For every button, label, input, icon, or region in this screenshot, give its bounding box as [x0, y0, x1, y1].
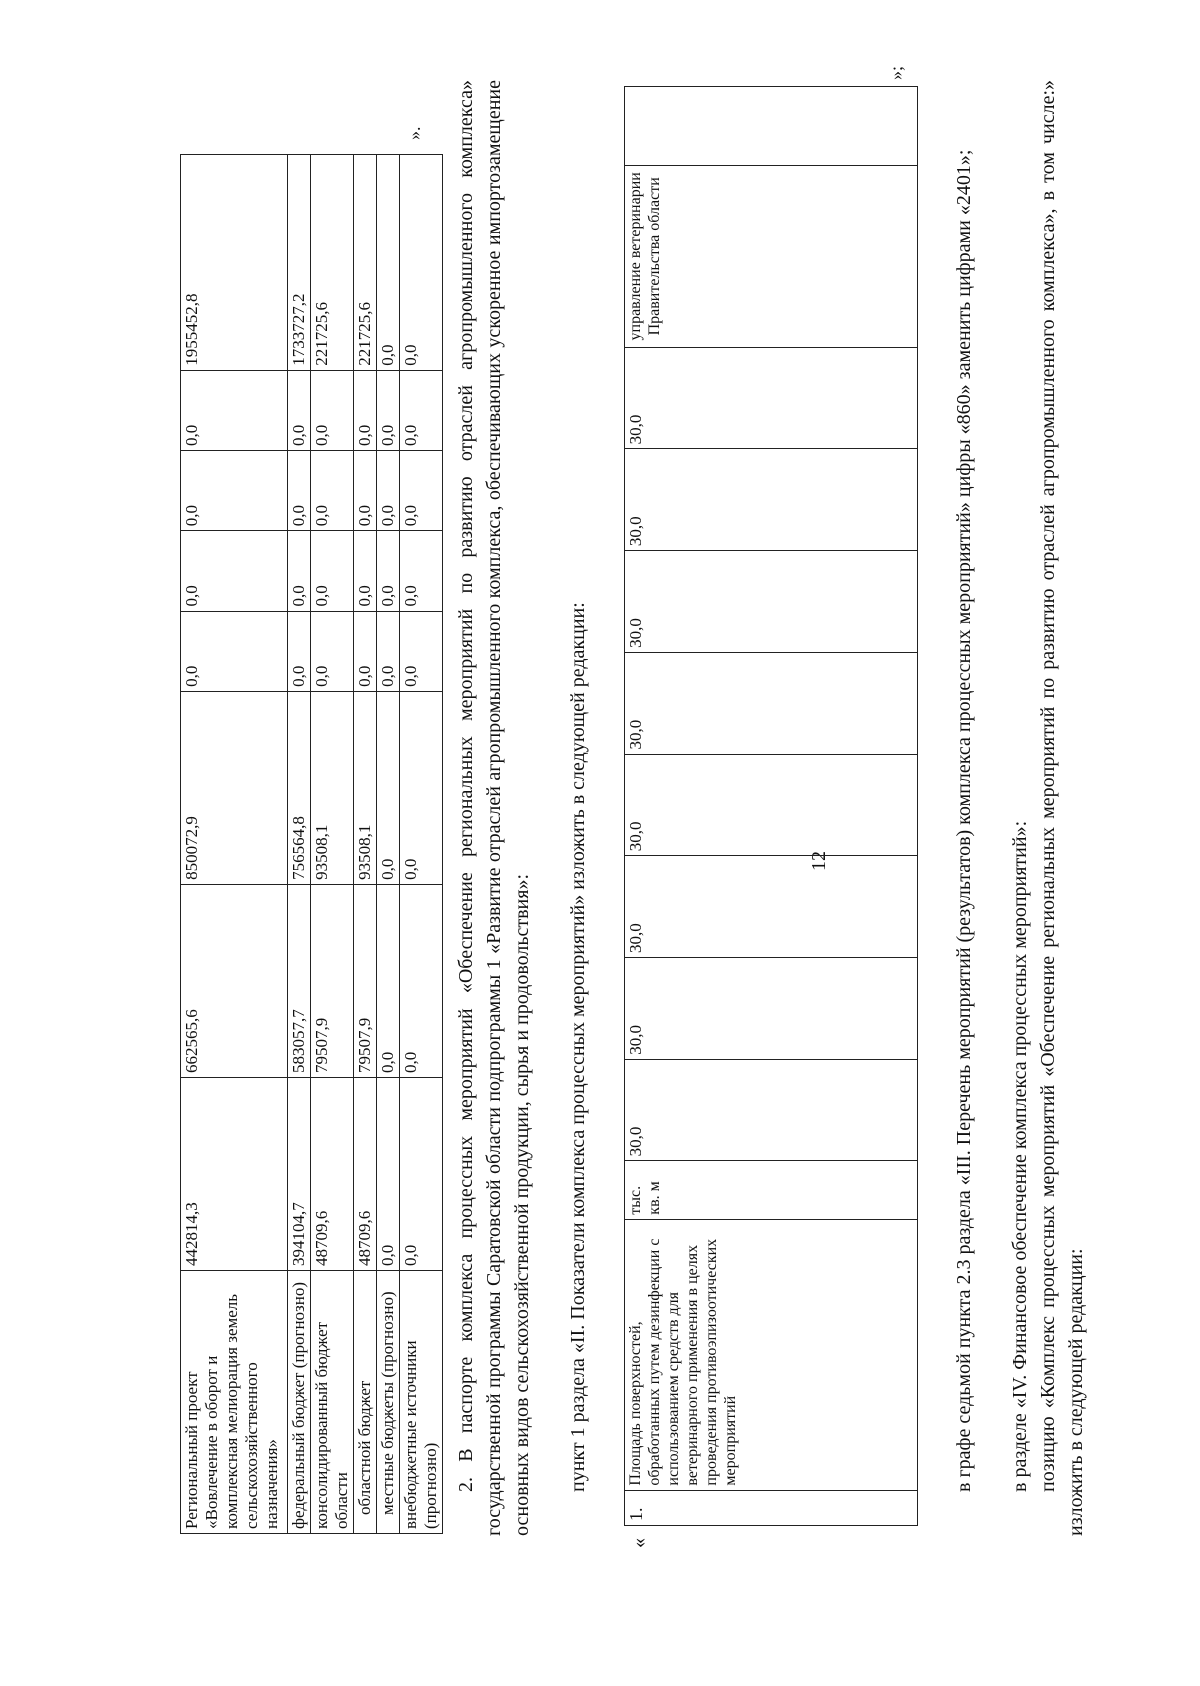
- table-cell: 0,0: [288, 531, 311, 611]
- table-cell: 0,0: [377, 884, 400, 1077]
- table-cell: 0,0: [288, 450, 311, 530]
- table-cell: 30,0: [625, 957, 918, 1059]
- row-label: консолидированный бюджет области: [311, 1271, 354, 1534]
- paragraph-2: 2. В паспорте комплекса процессных мероприятий «Обеспечение региональных мероприятий по развитию отраслей агропромышленного комплекса» государственной программы Саратовской области подпрограммы 1 «Развитие отраслей агропромышленного комплекса, обеспечивающих ускоренное импортозамещение основных видов сельскохозяйственной продукции, сырья и продовольствия»:: [455, 80, 533, 1536]
- table-cell: 0,0: [354, 531, 377, 611]
- closing-quote: ».: [404, 126, 424, 140]
- table-cell-empty: [625, 87, 918, 166]
- table-cell: 221725,6: [311, 155, 354, 371]
- table-cell: 0,0: [377, 1077, 400, 1270]
- closing-quote-2: »;: [886, 65, 906, 80]
- table-cell: 93508,1: [311, 691, 354, 884]
- table-cell: 0,0: [311, 611, 354, 691]
- responsible-cell: управление ветеринарии Правительства области: [625, 165, 918, 347]
- table-cell: 756564,8: [288, 691, 311, 884]
- row-label: областной бюджет: [354, 1271, 377, 1534]
- table-cell: 48709,6: [354, 1077, 377, 1270]
- table-cell: 0,0: [181, 450, 288, 530]
- table-cell: 0,0: [311, 531, 354, 611]
- table-cell: 79507,9: [311, 884, 354, 1077]
- table-cell: 0,0: [377, 450, 400, 530]
- paragraph-section4: в разделе «IV. Финансовое обеспечение комплекса процессных мероприятий»:: [1009, 820, 1031, 1492]
- table-cell: 662565,6: [181, 884, 288, 1077]
- table-cell: 0,0: [400, 691, 443, 884]
- table-cell: 0,0: [181, 531, 288, 611]
- paragraph-position: позицию «Комплекс процессных мероприятий «Обеспечение региональных мероприятий по развитию отраслей агропромышленного комплекса», в том числе:» изложить в следующей редакции:: [1037, 80, 1087, 1536]
- row-label: федеральный бюджет (прогнозно): [288, 1271, 311, 1534]
- paragraph-section3: в графе седьмой пункта 2.3 раздела «III. Перечень мероприятий (результатов) комплекса процессных мероприятий» цифры «860» заменить цифрами «2401»;: [953, 149, 975, 1492]
- table-cell: 30,0: [625, 347, 918, 449]
- row-label: внебюджетные источники (прогнозно): [400, 1271, 443, 1534]
- table-cell: 30,0: [625, 1059, 918, 1161]
- table-row: [311, 155, 354, 1534]
- table-row: [354, 155, 377, 1534]
- table-cell: 583057,7: [288, 884, 311, 1077]
- table-cell: 0,0: [377, 691, 400, 884]
- table-cell: 0,0: [181, 370, 288, 450]
- table-cell: 30,0: [625, 449, 918, 551]
- paragraph-point1: пункт 1 раздела «II. Показатели комплекса процессных мероприятий» изложить в следующей редакции:: [567, 602, 589, 1492]
- indicators-table: [624, 86, 918, 1526]
- table-cell: 442814,3: [181, 1077, 288, 1270]
- table-cell: 0,0: [311, 450, 354, 530]
- table-cell: 0,0: [400, 611, 443, 691]
- table-cell: 0,0: [377, 370, 400, 450]
- table-cell: 79507,9: [354, 884, 377, 1077]
- table-row: [377, 155, 400, 1534]
- table-cell: 0,0: [181, 611, 288, 691]
- table-cell: 0,0: [354, 450, 377, 530]
- table-cell: 0,0: [400, 450, 443, 530]
- table-cell: 0,0: [400, 884, 443, 1077]
- table-cell: 30,0: [625, 754, 918, 856]
- row-label: Региональный проект «Вовлечение в оборот и комплексная мелиорация земель сельскохозяйственного назначения»: [181, 1271, 288, 1534]
- table-cell: 0,0: [400, 370, 443, 450]
- table-cell: 93508,1: [354, 691, 377, 884]
- table-row: [288, 155, 311, 1534]
- table-cell: 0,0: [377, 611, 400, 691]
- table-cell: 0,0: [400, 531, 443, 611]
- table-cell: 0,0: [354, 611, 377, 691]
- table-cell: 48709,6: [311, 1077, 354, 1270]
- table-cell: 1733727,2: [288, 155, 311, 371]
- table-cell: 0,0: [400, 1077, 443, 1270]
- page-number: 12: [808, 851, 830, 871]
- table-cell: 221725,6: [354, 155, 377, 371]
- table-row: [625, 87, 918, 1526]
- table-cell: 30,0: [625, 551, 918, 653]
- table-cell: 0,0: [311, 370, 354, 450]
- row-label: местные бюджеты (прогнозно): [377, 1271, 400, 1534]
- table-cell: 30,0: [625, 856, 918, 958]
- table-cell: 0,0: [288, 611, 311, 691]
- table-row: [400, 155, 443, 1534]
- table-cell: 0,0: [377, 155, 400, 371]
- table-cell: 850072,9: [181, 691, 288, 884]
- table-row: [181, 155, 288, 1534]
- indicator-name: Площадь поверхностей, обработанных путем дезинфекции с использованием средств для ветеринарного применения в целях проведения противоэпизоотических мероприятий: [625, 1219, 918, 1490]
- table-cell: 1955452,8: [181, 155, 288, 371]
- table-cell: 0,0: [354, 370, 377, 450]
- financing-table: [180, 154, 443, 1534]
- table-cell: 0,0: [288, 370, 311, 450]
- row-number: 1.: [625, 1490, 918, 1525]
- unit-cell: тыс. кв. м: [625, 1161, 918, 1219]
- table-cell: 0,0: [400, 155, 443, 371]
- table-cell: 394104,7: [288, 1077, 311, 1270]
- table-cell: 30,0: [625, 652, 918, 754]
- opening-quote: «: [628, 1538, 650, 1548]
- table-cell: 0,0: [377, 531, 400, 611]
